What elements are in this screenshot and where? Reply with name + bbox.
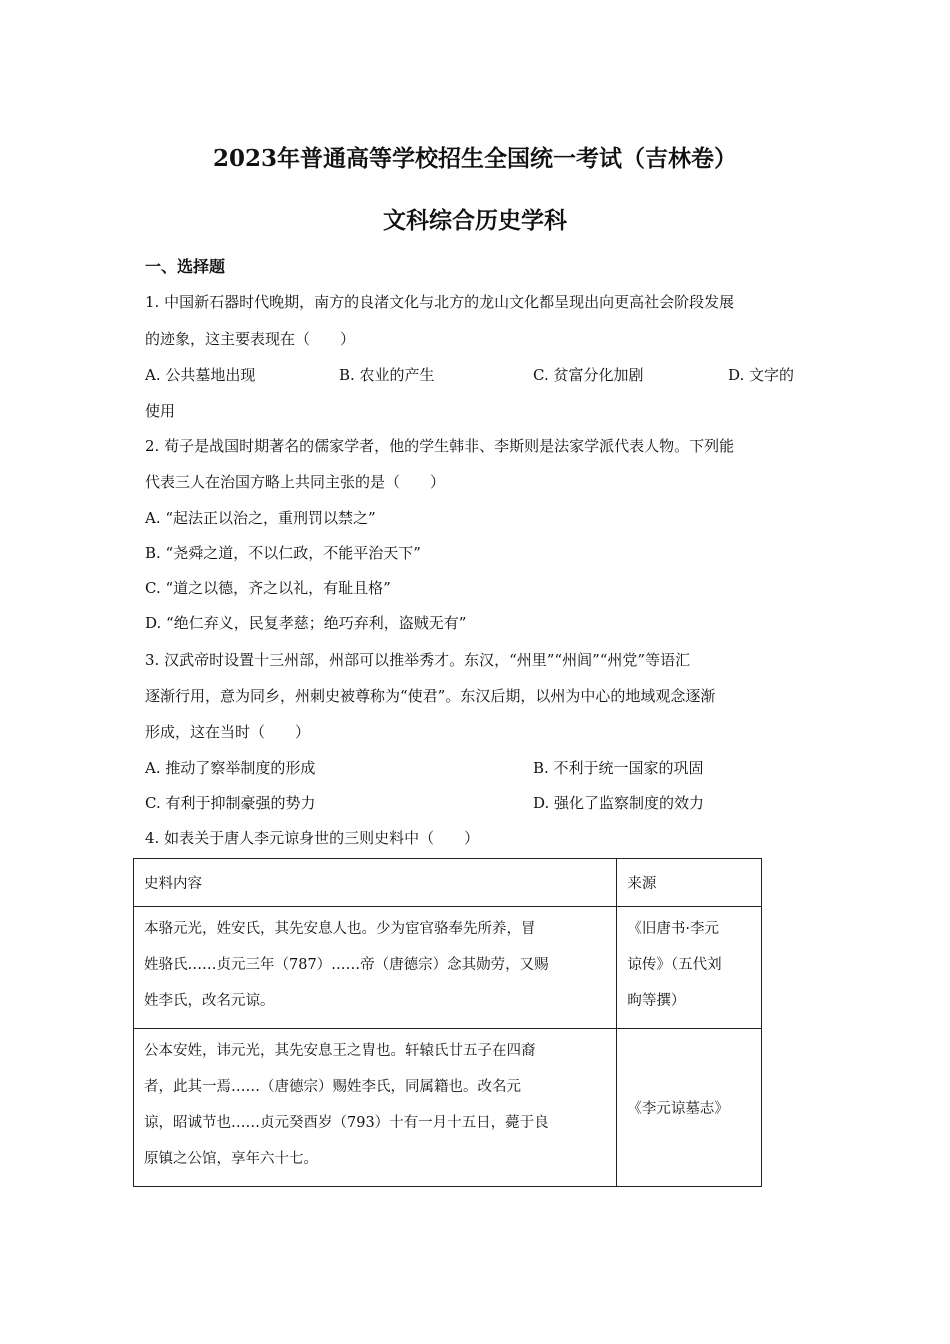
table-header-content: 史料内容: [134, 859, 617, 907]
q3-stem-line2: 逐渐行用，意为同乡，州刺史被尊称为“使君”。东汉后期，以州为中心的地域观念逐渐: [145, 687, 716, 705]
table-cell-source: [617, 907, 762, 1029]
q2-option-c: C. “道之以德，齐之以礼，有耻且格”: [145, 579, 391, 597]
q3-stem-line3: 形成，这在当时（ ）: [145, 723, 311, 741]
cell-line: 《李元谅墓志》: [627, 1101, 729, 1117]
cell-line: 者，此其一焉……（唐德宗）赐姓李氏，同属籍也。改名元: [144, 1079, 521, 1095]
q3-option-c: C. 有利于抑制豪强的势力: [145, 794, 316, 812]
q2-stem-line2: 代表三人在治国方略上共同主张的是（ ）: [145, 473, 446, 491]
cell-line: 《旧唐书·李元: [627, 921, 719, 937]
table-cell-content: [134, 907, 617, 1029]
q2-option-b: B. “尧舜之道，不以仁政，不能平治天下”: [145, 544, 421, 562]
cell-line: 谅，昭诚节也……贞元癸酉岁（793）十有一月十五日，薨于良: [144, 1115, 549, 1131]
table-row: [134, 907, 762, 1029]
q1-option-a: A. 公共墓地出现: [145, 366, 256, 384]
table-header-row: [134, 859, 762, 907]
q1-option-d-cont: 使用: [145, 402, 176, 420]
section-heading: 一、选择题: [145, 257, 226, 276]
q3-option-d: D. 强化了监察制度的效力: [533, 794, 705, 812]
q1-option-b: B. 农业的产生: [339, 366, 435, 384]
cell-line: 公本安姓，讳元光，其先安息王之胄也。轩辕氏廿五子在四裔: [144, 1043, 536, 1059]
cell-line: 原镇之公馆，享年六十七。: [144, 1151, 318, 1167]
q4-stem-line1: 4. 如表关于唐人李元谅身世的三则史料中（ ）: [145, 829, 480, 847]
q1-stem-line1: 1. 中国新石器时代晚期，南方的良渚文化与北方的龙山文化都呈现出向更高社会阶段发展: [145, 293, 735, 311]
cell-line: 姓骆氏……贞元三年（787）……帝（唐德宗）念其勋劳，又赐: [144, 957, 549, 973]
table-header-source: 来源: [617, 859, 762, 907]
q1-stem-line2: 的迹象，这主要表现在（ ）: [145, 330, 356, 348]
cell-line: 谅传》（五代刘: [627, 957, 722, 973]
table-cell-content: [134, 1029, 617, 1187]
cell-line: 昫等撰）: [627, 993, 686, 1009]
q3-option-a: A. 推动了察举制度的形成: [145, 759, 316, 777]
q1-option-d: D. 文字的: [728, 366, 795, 384]
page-subtitle: 文科综合历史学科: [383, 207, 567, 234]
q3-option-b: B. 不利于统一国家的巩固: [533, 759, 704, 777]
q2-option-a: A. “起法正以治之，重刑罚以禁之”: [145, 509, 376, 527]
table-cell-source: [617, 1029, 762, 1187]
q3-stem-line1: 3. 汉武帝时设置十三州部，州部可以推举秀才。东汉，“州里”“州闾”“州党”等语汇: [145, 651, 691, 669]
source-table: [133, 858, 762, 1187]
q2-option-d: D. “绝仁弃义，民复孝慈；绝巧弃利，盗贼无有”: [145, 614, 467, 632]
q2-stem-line1: 2. 荀子是战国时期著名的儒家学者，他的学生韩非、李斯则是法家学派代表人物。下列能: [145, 437, 735, 455]
page-title: 2023年普通高等学校招生全国统一考试（吉林卷）: [212, 145, 737, 172]
cell-line: 本骆元光，姓安氏，其先安息人也。少为宦官骆奉先所养，冒: [144, 921, 536, 937]
table-row: [134, 1029, 762, 1187]
cell-line: 姓李氏，改名元谅。: [144, 993, 275, 1009]
q1-option-c: C. 贫富分化加剧: [533, 366, 644, 384]
